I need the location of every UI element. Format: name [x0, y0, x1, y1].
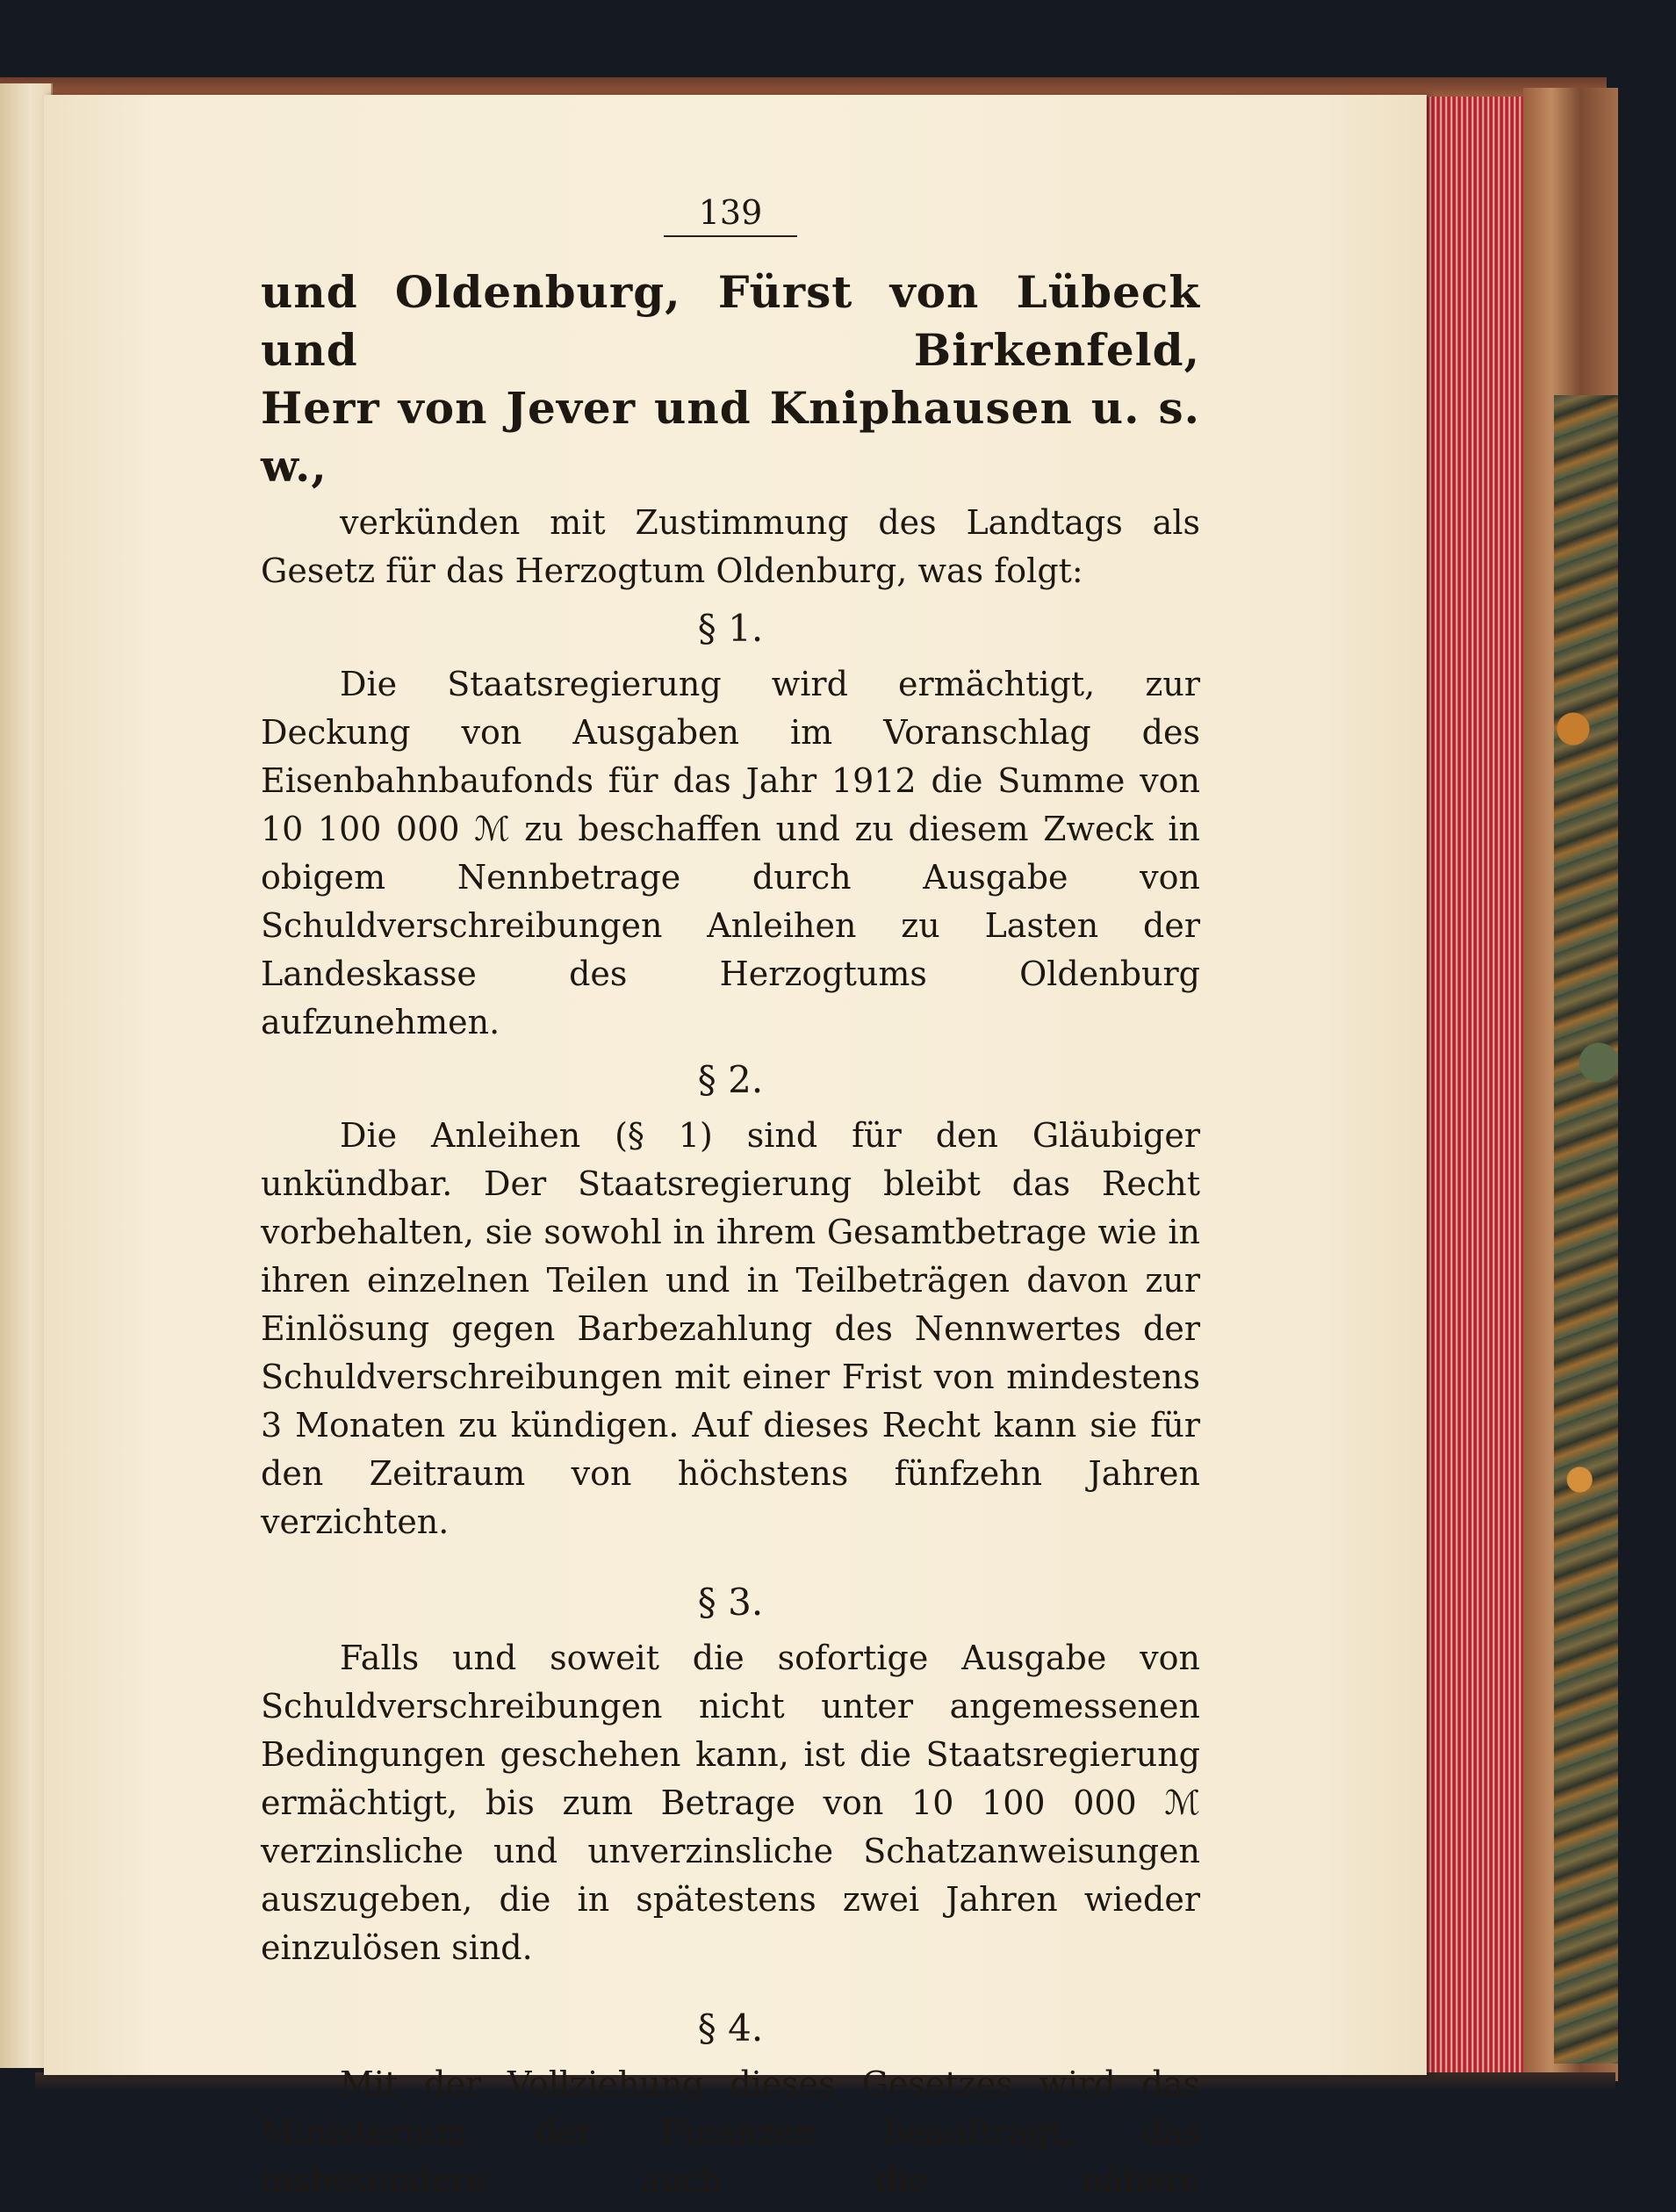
book-spine-top [0, 77, 1607, 97]
section-1-title: § 1. [697, 607, 764, 650]
section-4-title: § 4. [697, 2007, 764, 2050]
section-2-text: Die Anleihen (§ 1) sind für den Gläubiger unkündbar. Der Staatsregierung bleibt das Recht vorbehalten, sie sowohl in ihrem Gesamtbetrage wie in ihren einzelnen Teilen und in Teilbeträgen davon zur Einlösung gegen Barbezahlung des Nennwertes der Schuldverschreibungen mit einer Frist von mindestens 3 Monaten zu kündigen. Auf dieses Recht kann sie für den Zeitraum von höchstens fünfzehn Jahren verzichten. [261, 1116, 1200, 1541]
section-2-title: § 2. [697, 1058, 764, 1101]
heading-line-2: Herr von Jever und Kniphausen u. s. w., [261, 382, 1200, 492]
section-1-text: Die Staatsregierung wird ermächtigt, zur Deckung von Ausgaben im Voranschlag des Eisenbahnbaufonds für das Jahr 1912 die Summe von 10 100 000 ℳ zu beschaffen und zu diesem Zweck in obigem Nennbetrage durch Ausgabe von Schuldverschreibungen Anleihen zu Lasten der Landeskasse des Herzogtums Oldenburg aufzunehmen. [261, 665, 1200, 1041]
red-page-edges [1427, 97, 1523, 2072]
section-3-title: § 3. [697, 1581, 764, 1624]
heading-line-1: und Oldenburg, Fürst von Lübeck und Birkenfeld, [261, 266, 1200, 376]
page-number: 139 [261, 193, 1200, 237]
intro-paragraph: verkünden mit Zustimmung des Landtags als Gesetz für das Herzogtum Oldenburg, was folgt: [261, 503, 1200, 590]
section-3-text: Falls und soweit die sofortige Ausgabe von Schuldverschreibungen nicht unter angemessenen Bedingungen geschehen kann, ist die Staatsregierung ermächtigt, bis zum Betrage von 10 100 000 ℳ verzinsliche und unverzinsliche Schatzanweisungen auszugeben, die in spätestens zwei Jahren wieder einzulösen sind. [261, 1639, 1200, 1967]
page-text-block [261, 193, 1200, 2212]
marbled-cover [1554, 395, 1618, 2064]
section-4-text: Mit der Vollziehung dieses Gesetzes wird das Ministerium der Finanzen beauftragt, das insbesondere auch die nähere [261, 2064, 1200, 2200]
